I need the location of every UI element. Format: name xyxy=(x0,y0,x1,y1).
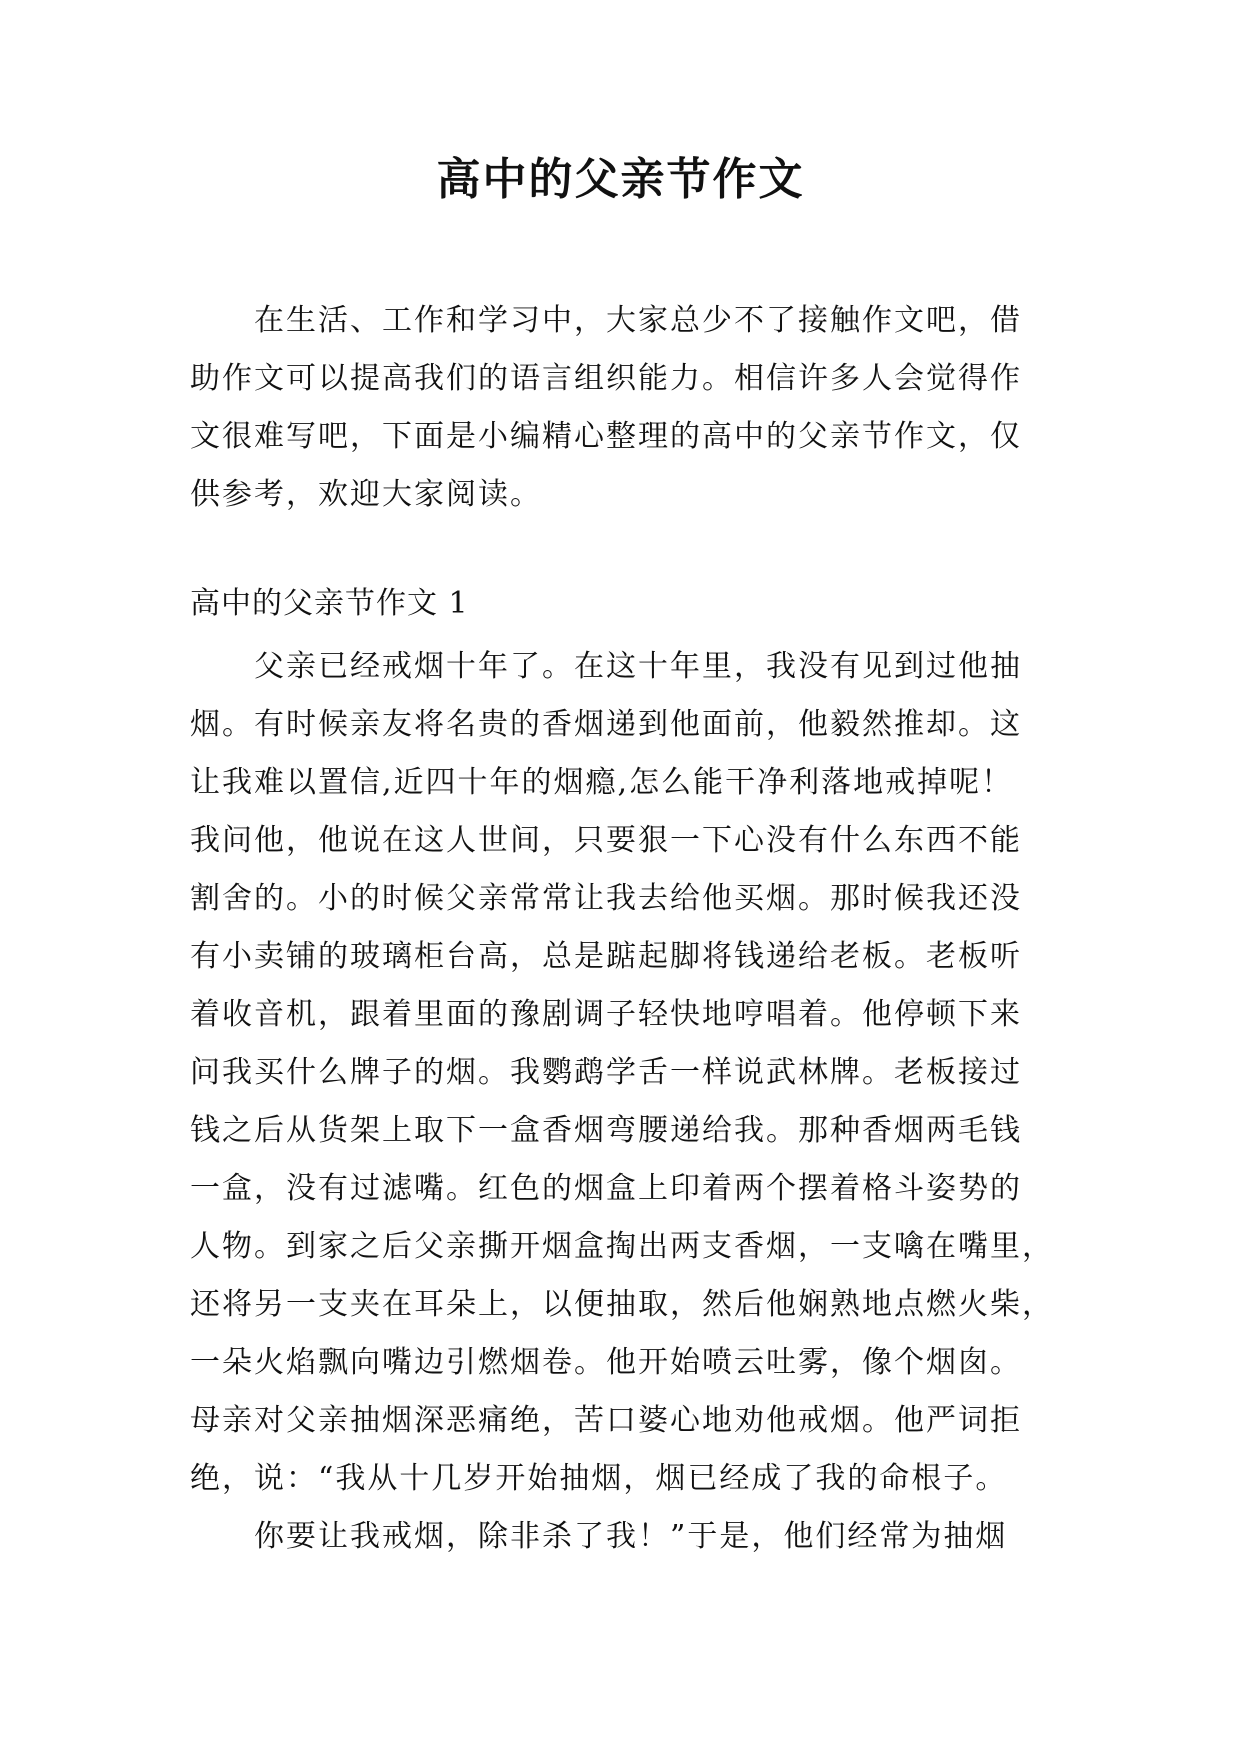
intro-line: 在生活、工作和学习中，大家总少不了接触作文吧，借 xyxy=(254,303,1022,338)
body-line: 割舍的。小的时候父亲常常让我去给他买烟。那时候我还没 xyxy=(190,881,1022,916)
body-line: 我问他，他说在这人世间，只要狠一下心没有什么东西不能 xyxy=(190,823,1022,858)
intro-line: 供参考，欢迎大家阅读。 xyxy=(190,477,542,512)
body-line: 着收音机，跟着里面的豫剧调子轻快地哼唱着。他停顿下来 xyxy=(190,997,1022,1032)
document-title: 高中的父亲节作文 xyxy=(436,154,805,205)
intro-line: 文很难写吧，下面是小编精心整理的高中的父亲节作文，仅 xyxy=(190,419,1022,454)
section-heading: 高中的父亲节作文 1 xyxy=(190,586,469,621)
body-line: 问我买什么牌子的烟。我鹦鹉学舌一样说武林牌。老板接过 xyxy=(190,1055,1022,1090)
body-line: 还将另一支夹在耳朵上，以便抽取，然后他娴熟地点燃火柴， xyxy=(190,1287,1054,1322)
body-line: 钱之后从货架上取下一盒香烟弯腰递给我。那种香烟两毛钱 xyxy=(190,1113,1022,1148)
body-line: 一朵火焰飘向嘴边引燃烟卷。他开始喷云吐雾，像个烟囱。 xyxy=(190,1345,1022,1380)
body-line: 有小卖铺的玻璃柜台高，总是踮起脚将钱递给老板。老板听 xyxy=(190,939,1022,974)
intro-paragraph xyxy=(190,292,1050,524)
body-line: 让我难以置信,近四十年的烟瘾,怎么能干净利落地戒掉呢！ xyxy=(190,765,1014,800)
body-line: 绝，说：“我从十几岁开始抽烟，烟已经成了我的命根子。 xyxy=(190,1461,1008,1496)
body-line: 母亲对父亲抽烟深恶痛绝，苦口婆心地劝他戒烟。他严词拒 xyxy=(190,1403,1022,1438)
body-line: 你要让我戒烟，除非杀了我！”于是，他们经常为抽烟 xyxy=(254,1519,1008,1554)
body-line: 一盒，没有过滤嘴。红色的烟盒上印着两个摆着格斗姿势的 xyxy=(190,1171,1022,1206)
body-line: 父亲已经戒烟十年了。在这十年里，我没有见到过他抽 xyxy=(254,649,1022,684)
intro-line: 助作文可以提高我们的语言组织能力。相信许多人会觉得作 xyxy=(190,361,1022,396)
body-line: 烟。有时候亲友将名贵的香烟递到他面前，他毅然推却。这 xyxy=(190,707,1022,742)
body-line: 人物。到家之后父亲撕开烟盒掏出两支香烟，一支噙在嘴里， xyxy=(190,1229,1054,1264)
essay-body xyxy=(190,638,1070,1566)
